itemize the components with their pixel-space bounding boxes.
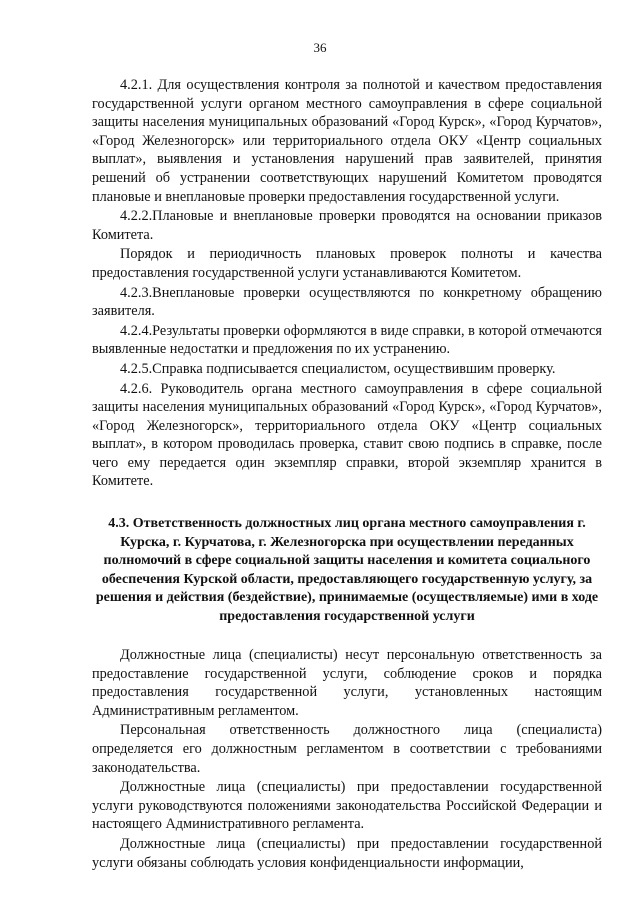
paragraph-4-2-5: 4.2.5.Справка подписывается специалистом, осуществившим проверку.	[120, 360, 556, 377]
paragraph-4-2-1: 4.2.1. Для осуществления контроля за полнотой и качеством предоставления государственной услуги органом местного самоуправления в сфере социальной защиты населения муниципальных образований «Город Курск», «Город Курчатов», «Город Железногорск» или территориального отдела ОКУ «Центр социальных выплат», выявления и установления нарушений прав заявителей, принятия решений об устранении соответствующих нарушений Комитетом проводятся плановые и внеплановые проверки предоставления государственной услуги.	[92, 77, 602, 205]
paragraph-responsibility: Должностные лица (специалисты) несут персональную ответственность за предоставление государственной услуги, соблюдение сроков и порядка предоставления государственной услуги, установленных настоящим Административным регламентом.	[92, 647, 602, 719]
paragraph-4-2-3: 4.2.3.Внеплановые проверки осуществляются по конкретному обращению заявителя.	[92, 284, 602, 320]
paragraph-confidentiality: Должностные лица (специалисты) при предоставлении государственной услуги обязаны соблюдать условия конфиденциальности информации,	[92, 836, 602, 871]
paragraph-4-2-4: 4.2.4.Результаты проверки оформляются в виде справки, в которой отмечаются выявленные недостатки и предложения по их устранению.	[92, 322, 602, 358]
paragraph-4-2-6: 4.2.6. Руководитель органа местного самоуправления в сфере социальной защиты населения муниципальных образований «Город Курск», «Город Курчатов», «Город Железногорск», территориального отдела ОКУ «Центр социальных выплат», в котором проводилась проверка, ставит свою подпись в справке, после чего ему передается один экземпляр справки, второй экземпляр хранится в Комитете.	[92, 380, 602, 490]
section-heading-4-3: 4.3. Ответственность должностных лиц органа местного самоуправления г. Курска, г. Курчатова, г. Железногорска при осуществлении переданных полномочий в сфере социальной защиты населения и комитета социального обеспечения Курской области, предоставляющего государственную услугу, за решения и действия (бездействие), принимаемые (осуществляемые) ими в ходе предоставления государственной услуги	[95, 516, 599, 624]
paragraph-4-2-2: 4.2.2.Плановые и внеплановые проверки проводятся на основании приказов Комитета.	[92, 208, 602, 243]
paragraph-personal-responsibility: Персональная ответственность должностного лица (специалиста) определяется его должностным регламентом в соответствии с требованиями законодательства.	[92, 722, 602, 776]
document-body	[92, 76, 602, 872]
page-number: 36	[313, 40, 327, 55]
paragraph-inspection-order: Порядок и периодичность плановых проверок полноты и качества предоставления государственной услуги устанавливаются Комитетом.	[92, 246, 602, 281]
paragraph-legislation: Должностные лица (специалисты) при предоставлении государственной услуги руководствуются положениями законодательства Российской Федерации и настоящего Административного регламента.	[92, 779, 602, 833]
